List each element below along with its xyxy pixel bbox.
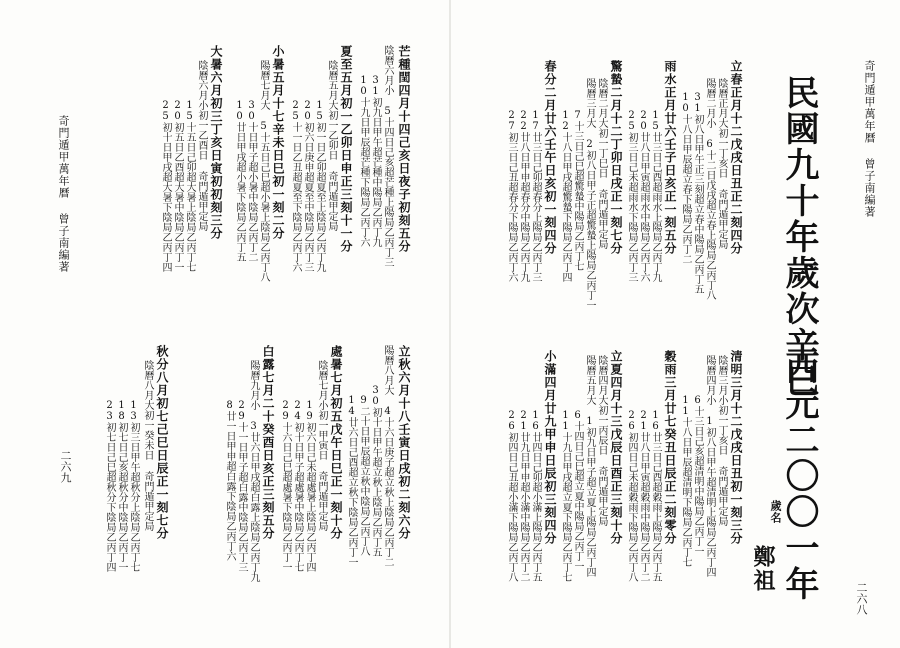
block-line: 10十九日甲辰超芒種下陽局乙丙丁六 — [358, 75, 369, 247]
block-header: 清明三月十二戊戌日丑初一刻三分 — [729, 350, 743, 545]
block-line: 25初十日甲戌超大暑下陰局乙丙丁四 — [160, 100, 171, 272]
block-line: 21廿八日甲寅超穀雨中陽局乙丙丁二 — [638, 410, 649, 582]
block-line: 15十五日己卯超大暑上陰局乙丙丁七 — [184, 100, 195, 272]
block-line: 陰曆五月大初一乙卯日 奇門遁甲定局 — [326, 60, 337, 231]
block-header: 芒種閏四月十四己亥日夜子初刻五分 — [397, 45, 411, 253]
block-header: 立秋六月十八壬寅日戌初二刻六分 — [397, 345, 411, 540]
block-header: 雨水正月廿六壬子日亥正一刻五分 — [663, 60, 677, 255]
block-line: 29十六日己巳超處暑下陰局乙丙丁一 — [280, 400, 291, 572]
page-folio: 二六九 — [59, 450, 72, 483]
block-line: 16廿三日己酉超穀雨上陽局乙丙丁五 — [650, 410, 661, 582]
block-line: 陰曆三月小初一丁亥日 奇門遁甲定局 — [716, 355, 727, 526]
left-page — [0, 0, 448, 648]
block-line: 27初三日己丑超春分下陽局乙丙丁六 — [506, 110, 517, 282]
block-line: 11十八日甲辰超清明下陽局乙丙丁七 — [680, 395, 691, 567]
block-header: 立夏四月十三戊辰日酉正三刻十分 — [609, 350, 623, 545]
block-line: 16廿四日己卯超小滿上陽局乙丙丁五 — [530, 410, 541, 582]
block-line: 23初七日己巳超秋分下陰局乙丙丁四 — [104, 400, 115, 572]
block-line: 26初四日己丑超小滿下陽局乙丙丁八 — [506, 410, 517, 582]
block-line: 31初八日甲午正三刻超立春中陽局乙丙丁五 — [692, 92, 703, 294]
block-line: 15初一日乙卯超夏至上陰局乙丙丁九 — [314, 100, 325, 272]
block-line: 陰曆六月小初一乙酉日 奇門遁甲定局 — [196, 60, 207, 231]
block-line: 12十八日甲戌超驚蟄下陽局乙丙丁四 — [560, 110, 571, 282]
block-header: 白露七月二十癸酉日亥正三刻五分 — [261, 345, 275, 540]
block-header: 夏至五月初一乙卯日申正三刻十一分 — [339, 45, 353, 253]
block-line: 19初六日己未超處暑上陰局乙丙丁四 — [304, 400, 315, 572]
block-line: 24初十日甲子超處暑中陰局乙丙丁七 — [292, 400, 303, 572]
block-line: 25初三日己未超雨水下陽局乙丙丁三 — [626, 110, 637, 282]
block-line: 30十日甲子超小暑中陰局乙丙丁二 — [246, 100, 257, 262]
block-line: 陰曆七月小初一甲寅日 奇門遁甲定局 — [316, 360, 327, 531]
block-line: 31初九日甲午超芒種中陽局乙丙丁九 — [370, 75, 381, 247]
block-line: 20初六日庚申超夏至中陰局乙丙丁三 — [302, 100, 313, 272]
block-line: 29十一日甲子超白露中陰局乙丙丁三 — [236, 400, 247, 572]
block-line: 陽曆七月大 5十五日己巳超小暑上陰局乙丙丁八 — [258, 60, 269, 282]
block-line: 7十三日己巳超驚蟄中陽局乙丙丁七 — [572, 110, 583, 271]
block-line: 20廿八日甲寅超雨水中陽局乙丙丁六 — [638, 110, 649, 282]
block-header: 春分二月廿六壬午日亥初一刻四分 — [543, 60, 557, 255]
block-line: 21廿九日甲申超小滿中陽局乙丙丁二 — [518, 410, 529, 582]
block-line: 17廿三日己卯超春分上陽局乙丙丁三 — [530, 110, 541, 282]
block-line: 6十四日己巳超立夏中陽局乙丙丁一 — [572, 410, 583, 571]
block-line: 9二十日甲辰超立秋中陰局乙丙丁八 — [358, 395, 369, 556]
block-line: 13初三日甲午超秋分上陰局乙丙丁七 — [128, 400, 139, 572]
block-header: 立春正月十二戊戌日丑正二刻四分 — [729, 60, 743, 255]
block-line: 14廿六日己酉超立秋下陰局乙丙丁一 — [346, 395, 357, 567]
block-line: 15廿三日己酉超雨水上陽局乙丙丁九 — [650, 110, 661, 282]
block-line: 陽曆三月大 2初八日甲子正超驚蟄上陽局乙丙丁一 — [584, 78, 595, 310]
block-header: 秋分八月初七己巳日辰正一刻七分 — [155, 345, 169, 540]
year-title: 西元二〇〇一年 — [779, 350, 819, 602]
block-line: 陽曆九月小 3廿六日甲戌超白露上陰局乙丙丁九 — [248, 360, 259, 582]
running-head: 奇門遁甲萬年曆 曾子南編著 — [863, 60, 876, 218]
block-header: 處暑七月初五戊午日巳正一刻十分 — [329, 345, 343, 540]
block-line: 18初七日己亥超秋分中陰局乙丙丁一 — [116, 400, 127, 572]
page-folio: 二六八 — [855, 582, 868, 615]
page-title: 民國九十年歲次辛巳 — [779, 75, 819, 399]
block-line: 陰曆二月大初一丁巳日 奇門遁甲定局 — [596, 78, 607, 249]
author-seal: 鄭祖 — [750, 545, 776, 593]
block-header: 大暑六月初三丁亥日寅初初刻三分 — [209, 45, 223, 240]
block-line: 陽曆五月大 1初九日甲子超立夏上陽局乙丙丁四 — [584, 355, 595, 577]
block-line: 26初四日己未超穀雨下陽局乙丙丁八 — [626, 410, 637, 582]
block-line: 陽曆八月大 4十六日庚子超立秋上陰局乙丙丁二 — [382, 345, 393, 567]
block-line: 20初五日乙酉超大暑中陰局乙丙丁一 — [172, 100, 183, 272]
page-gutter — [449, 0, 451, 648]
block-line: 陰曆四月大初一丙辰日 奇門遁甲定局 — [596, 355, 607, 526]
running-head: 奇門遁甲萬年曆 曾子南編著 — [57, 115, 70, 273]
block-header: 穀雨三月廿七癸丑日辰正二刻零分 — [663, 350, 677, 545]
block-line: 6十三日己亥超清明中陽局乙丙丁一 — [692, 395, 703, 556]
block-line: 10十八日甲辰超立春下陽局乙丙丁二 — [680, 92, 691, 264]
right-page — [452, 0, 900, 648]
block-line: 陰曆六月小 5十四日己亥超芒種上陽局乙丙丁三 — [382, 45, 393, 267]
block-line: 8廿一日甲申超白露下陰局乙丙丁六 — [224, 400, 235, 561]
block-line: 25十一日乙丑超夏至下陰局乙丙丁六 — [290, 100, 301, 272]
edition-name: 歲名 — [769, 500, 782, 524]
block-line: 陰曆正月大初一丁亥日 奇門遁甲定局 — [716, 78, 727, 249]
block-line: 11十九日甲戌超立夏下陽局乙丙丁七 — [560, 410, 571, 582]
block-header: 小滿四月廿九甲申日辰初三刻四分 — [543, 350, 557, 545]
block-line: 陽曆四月小 1初八日甲午超清明上陽局乙丙丁四 — [704, 355, 715, 577]
block-header: 驚蟄二月十二丁卯日戌正一刻七分 — [609, 60, 623, 255]
block-line: 30初十日甲午超立秋上陰局乙丙丁五 — [370, 385, 381, 557]
block-line: 10廿日甲戌超小暑下陰局乙丙丁五 — [234, 100, 245, 262]
block-header: 小暑五月十七辛未日巳初一刻二分 — [271, 45, 285, 240]
block-line: 陰曆八月大初一癸未日 奇門遁甲定局 — [142, 360, 153, 531]
block-line: 22廿八日甲申超春分中陽局乙丙丁九 — [518, 110, 529, 282]
block-line: 陽曆二月小 6十二日戊戌超立春上陽局乙丙丁八 — [704, 78, 715, 300]
